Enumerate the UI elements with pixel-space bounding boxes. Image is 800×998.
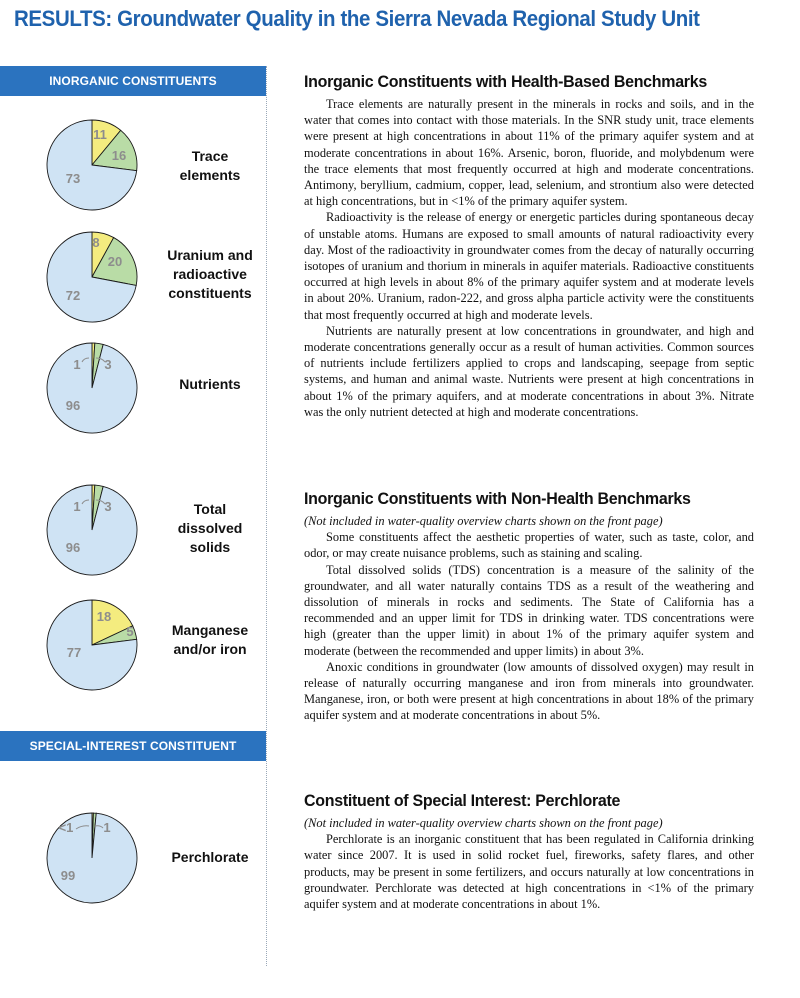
paragraph-tds: Total dissolved solids (TDS) concentration is a measure of the salinity of the groundwater, and all water naturally contains TDS as a result of the weathering and dissolution of minerals in rocks and sediments. The State of California has a recommended and an upper limit for TDS in drinking water. TDS concentrations were high (greater than the upper limit) in about 1% of the primary aquifer system and moderate (between the recommended and upper limits) in about 3%.	[304, 562, 754, 658]
pct-label-low: 96	[65, 398, 81, 413]
chart-label-trace-elements: Trace elements	[179, 148, 241, 183]
pie-chart-uranium-radioactive	[44, 229, 140, 325]
pct-label-low: 72	[65, 288, 81, 303]
pct-label-moderate: 1	[103, 820, 111, 835]
paragraph-perchlorate: Perchlorate is an inorganic constituent that has been regulated in California drinking water since 2007. It is used in solid rocket fuel, fireworks, safety flares, and other products, may be present in some fertilizers, and occurs naturally at low concentrations in groundwater. Perchlorate was detected at high concentrations in <1% of the primary aquifer system and at moderate concentrations in about 1%.	[304, 832, 754, 912]
pct-label-high: 8	[92, 235, 100, 250]
pie-slice-low	[47, 485, 137, 575]
page-title: RESULTS: Groundwater Quality in the Sierra Nevada Regional Study Unit	[14, 6, 700, 31]
chart-label-total-dissolved-solids: Total dissolved solids	[177, 501, 243, 555]
chart-label-perchlorate: Perchlorate	[171, 849, 249, 865]
paragraph-nutrients: Nutrients are naturally present at low concentrations in groundwater, and high and moderate concentrations generally occur as a result of human activities. Common sources of nutrients include fertilizers applied to crops and landscaping, seepage from septic systems, and human and animal waste. Nutrients were present at high concentrations in about 1% of the primary aquifers, and at moderate concentrations in about 3%. Nitrate was the only nutrient detected at high and moderate concentrations.	[304, 323, 754, 419]
pct-label-high: <1	[58, 820, 74, 835]
article-non-health-benchmarks	[304, 489, 754, 724]
pct-label-low: 73	[65, 171, 81, 186]
paragraph-aesthetic: Some constituents affect the aesthetic properties of water, such as taste, color, and odor, or may create nuisance problems, such as staining and scaling.	[304, 530, 754, 561]
pie-chart-nutrients	[44, 340, 140, 436]
pct-label-moderate: 20	[107, 254, 123, 269]
pct-label-moderate: 16	[111, 148, 127, 163]
pie-slice-low	[47, 343, 137, 433]
article-heading: Inorganic Constituents with Health-Based Benchmarks	[304, 72, 707, 91]
paragraph-anoxic: Anoxic conditions in groundwater (low amounts of dissolved oxygen) may result in release of naturally occurring manganese and iron from minerals into groundwater. Manganese, iron, or both were present at high concentrations in about 18% of the primary aquifer system and at moderate concentrations in about 5%.	[304, 659, 754, 723]
paragraph-trace-elements: Trace elements are naturally present in the minerals in rocks and soils, and in the water that comes into contact with those materials. In the SNR study unit, trace elements were present at high concentrations in about 11% of the primary aquifer system and at moderate concentrations in about 16%. Arsenic, boron, fluoride, and molybdenum were the trace elements that most frequently occurred at high and moderate concentrations. Antimony, beryllium, cadmium, copper, lead, selenium, and strontium also were detected at high concentrations, but in <1% of the primary aquifer system.	[304, 97, 754, 209]
chart-label-nutrients: Nutrients	[179, 376, 241, 392]
pct-label-low: 96	[65, 540, 81, 555]
section-header-special-interest: SPECIAL-INTEREST CONSTITUENT	[0, 731, 266, 761]
article-note: (Not included in water-quality overview charts shown on the front page)	[304, 514, 663, 528]
pct-label-moderate: 3	[104, 357, 112, 372]
article-note: (Not included in water-quality overview charts shown on the front page)	[304, 816, 663, 830]
pie-chart-manganese-iron	[44, 597, 140, 693]
pct-label-high: 18	[96, 609, 112, 624]
article-heading: Constituent of Special Interest: Perchlorate	[304, 791, 621, 810]
pie-chart-perchlorate	[44, 810, 140, 906]
article-perchlorate	[304, 791, 754, 912]
article-health-benchmarks	[304, 72, 754, 420]
pct-label-moderate: 5	[126, 624, 134, 639]
pct-label-low: 99	[60, 868, 76, 883]
article-heading: Inorganic Constituents with Non-Health Benchmarks	[304, 489, 691, 508]
pct-label-high: 1	[73, 357, 81, 372]
section-header-inorganic: INORGANIC CONSTITUENTS	[0, 66, 266, 96]
paragraph-radioactivity: Radioactivity is the release of energy or energetic particles during spontaneous decay of unstable atoms. Humans are exposed to small amounts of natural radioactivity every day. Most of the radioactivity in groundwater comes from the decay of naturally occurring isotopes of uranium and thorium in minerals in aquifer materials. Radioactive constituents occurred at high levels in about 8% of the primary aquifer system and at moderate levels in about 20%. Uranium, radon-222, and gross alpha particle activity were the constituents that most frequently occurred at high and moderate levels.	[304, 210, 754, 322]
chart-label-manganese-iron: Manganese and/or iron	[171, 622, 249, 657]
pie-chart-trace-elements	[44, 117, 140, 213]
pie-chart-total-dissolved-solids	[44, 482, 140, 578]
pct-label-high: 1	[73, 499, 81, 514]
pct-label-moderate: 3	[104, 499, 112, 514]
pct-label-high: 11	[93, 127, 107, 142]
pct-label-low: 77	[66, 645, 82, 660]
chart-label-uranium-radioactive: Uranium and radioactive constituents	[167, 247, 253, 301]
